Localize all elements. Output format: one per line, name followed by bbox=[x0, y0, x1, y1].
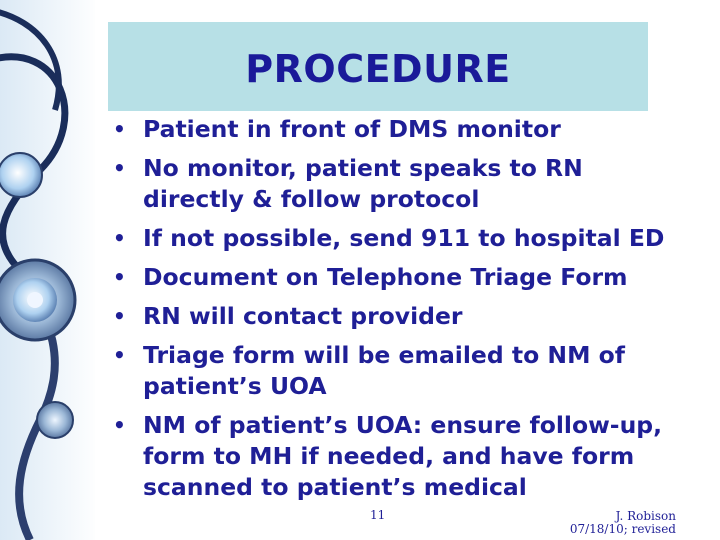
bullet-text: NM of patient’s UOA: ensure follow-up, form to MH if needed, and have form scanned to patient’s medical bbox=[143, 411, 663, 501]
bullet-list bbox=[113, 114, 688, 511]
bullet-dot-icon: • bbox=[113, 117, 126, 141]
slide-title: PROCEDURE bbox=[245, 46, 511, 91]
bullet-item bbox=[113, 301, 688, 332]
bullet-item bbox=[113, 114, 688, 145]
footer-date: 07/18/10; revised bbox=[569, 522, 676, 536]
bullet-item bbox=[113, 340, 688, 402]
stethoscope-icon bbox=[0, 0, 100, 540]
bullet-dot-icon: • bbox=[113, 156, 126, 180]
bullet-text: No monitor, patient speaks to RN directly & follow protocol bbox=[143, 154, 583, 213]
bullet-text: RN will contact provider bbox=[143, 302, 463, 330]
bullet-text: Triage form will be emailed to NM of patient’s UOA bbox=[143, 341, 626, 400]
title-banner bbox=[108, 22, 648, 111]
bullet-dot-icon: • bbox=[113, 343, 126, 367]
bullet-text: Document on Telephone Triage Form bbox=[143, 263, 628, 291]
stethoscope-decoration bbox=[0, 0, 100, 540]
footer-author: J. Robison bbox=[615, 509, 676, 523]
bullet-dot-icon: • bbox=[113, 265, 126, 289]
bullet-item bbox=[113, 262, 688, 293]
slide-number: 11 bbox=[370, 508, 386, 522]
bullet-dot-icon: • bbox=[113, 413, 126, 437]
bullet-dot-icon: • bbox=[113, 304, 126, 328]
bullet-text: If not possible, send 911 to hospital ED bbox=[143, 224, 665, 252]
bullet-text: Patient in front of DMS monitor bbox=[143, 115, 561, 143]
bullet-item bbox=[113, 410, 688, 503]
bullet-dot-icon: • bbox=[113, 226, 126, 250]
bullet-item bbox=[113, 153, 688, 215]
bullet-item bbox=[113, 223, 688, 254]
